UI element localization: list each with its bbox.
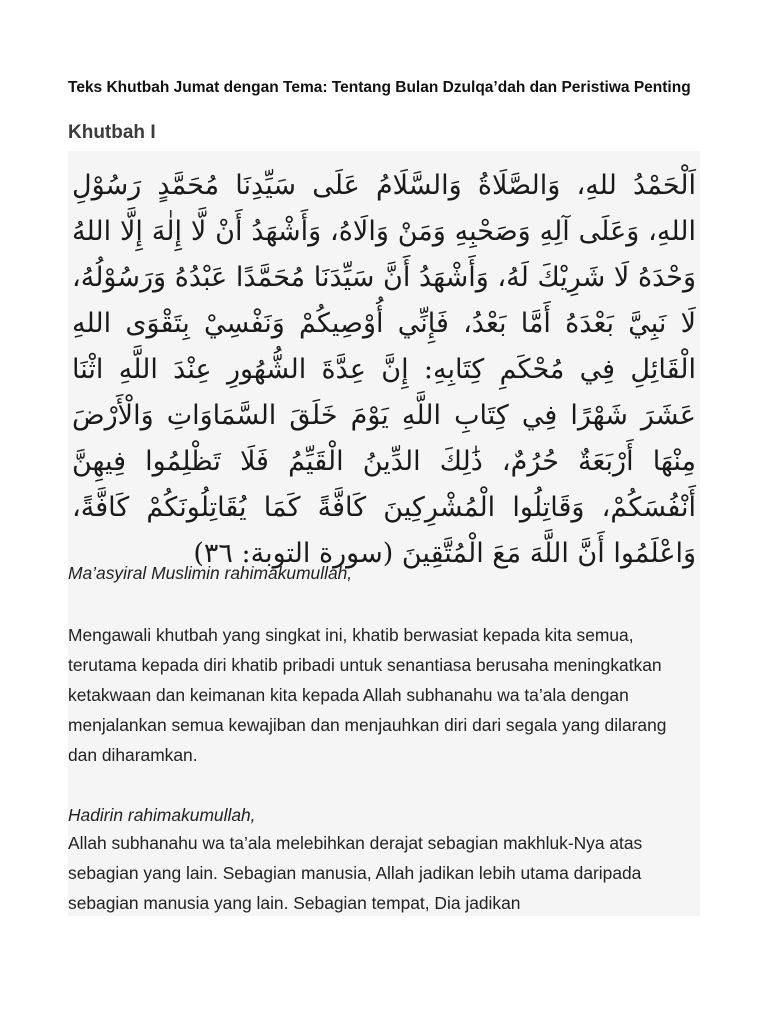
arabic-text: اَلْحَمْدُ للهِ، وَالصَّلَاةُ وَالسَّلَامُ عَلَى سَيِّدِنَا مُحَمَّدٍ رَسُوْلِ اللهِ، وَعَلَى آلِهِ وَصَحْبِهِ وَمَنْ وَالَاهُ، وَأَشْهَدُ أَنْ لَّا إِلٰهَ إِلَّا اللهُ وَحْدَهُ لَا شَرِيْكَ لَهُ، وَأَشْهَدُ أَنَّ سَيِّدَنَا مُحَمَّدًا عَبْدُهُ وَرَسُوْلُهُ، لَا نَبِيَّ بَعْدَهُ أَمَّا بَعْدُ، فَإِنِّي أُوْصِيكُمْ وَنَفْسِيْ بِتَقْوَى اللهِ الْقَائِلِ فِي مُحْكَمِ كِتَابِهِ: إِنَّ عِدَّةَ الشُّهُورِ عِنْدَ اللَّهِ اثْنَا عَشَرَ شَهْرًا فِي كِتَابِ اللَّهِ يَوْمَ خَلَقَ السَّمَاوَاتِ وَالْأَرْضَ مِنْهَا أَرْبَعَةٌ حُرُمٌ، ذَٰلِكَ الدِّينُ الْقَيِّمُ فَلَا تَظْلِمُوا فِيهِنَّ أَنْفُسَكُمْ، وَقَاتِلُوا الْمُشْرِكِينَ كَافَّةً كَمَا يُقَاتِلُونَكُمْ كَافَّةً، وَاعْلَمُوا أَنَّ اللَّهَ مَعَ الْمُتَّقِينَ (سورة التوبة: ٣٦): [72, 170, 696, 569]
paragraph-opening: Mengawali khutbah yang singkat ini, khatib berwasiat kepada kita semua, terutama kepada diri khatib pribadi untuk senantiasa berusaha meningkatkan ketakwaan dan keimanan kita kepada Allah subhanahu wa ta’ala dengan menjalankan semua kewajiban dan menjauhkan diri dari segala yang dilarang dan diharamkan.: [68, 625, 667, 765]
section-heading: Khutbah I: [68, 122, 156, 143]
paragraph-body: Allah subhanahu wa ta’ala melebihkan derajat sebagian makhluk-Nya atas sebagian yang lain. Sebagian manusia, Allah jadikan lebih utama daripada sebagian manusia yang lain. Sebagian tempat, Dia jadikan: [68, 833, 643, 913]
content-block: [68, 151, 700, 916]
greeting-hadirin: Hadirin rahimakumullah,: [68, 805, 256, 825]
document-title: Teks Khutbah Jumat dengan Tema: Tentang Bulan Dzulqa’dah dan Peristiwa Penting: [68, 79, 691, 96]
greeting-muslimin: Ma’asyiral Muslimin rahimakumullah,: [68, 563, 353, 583]
